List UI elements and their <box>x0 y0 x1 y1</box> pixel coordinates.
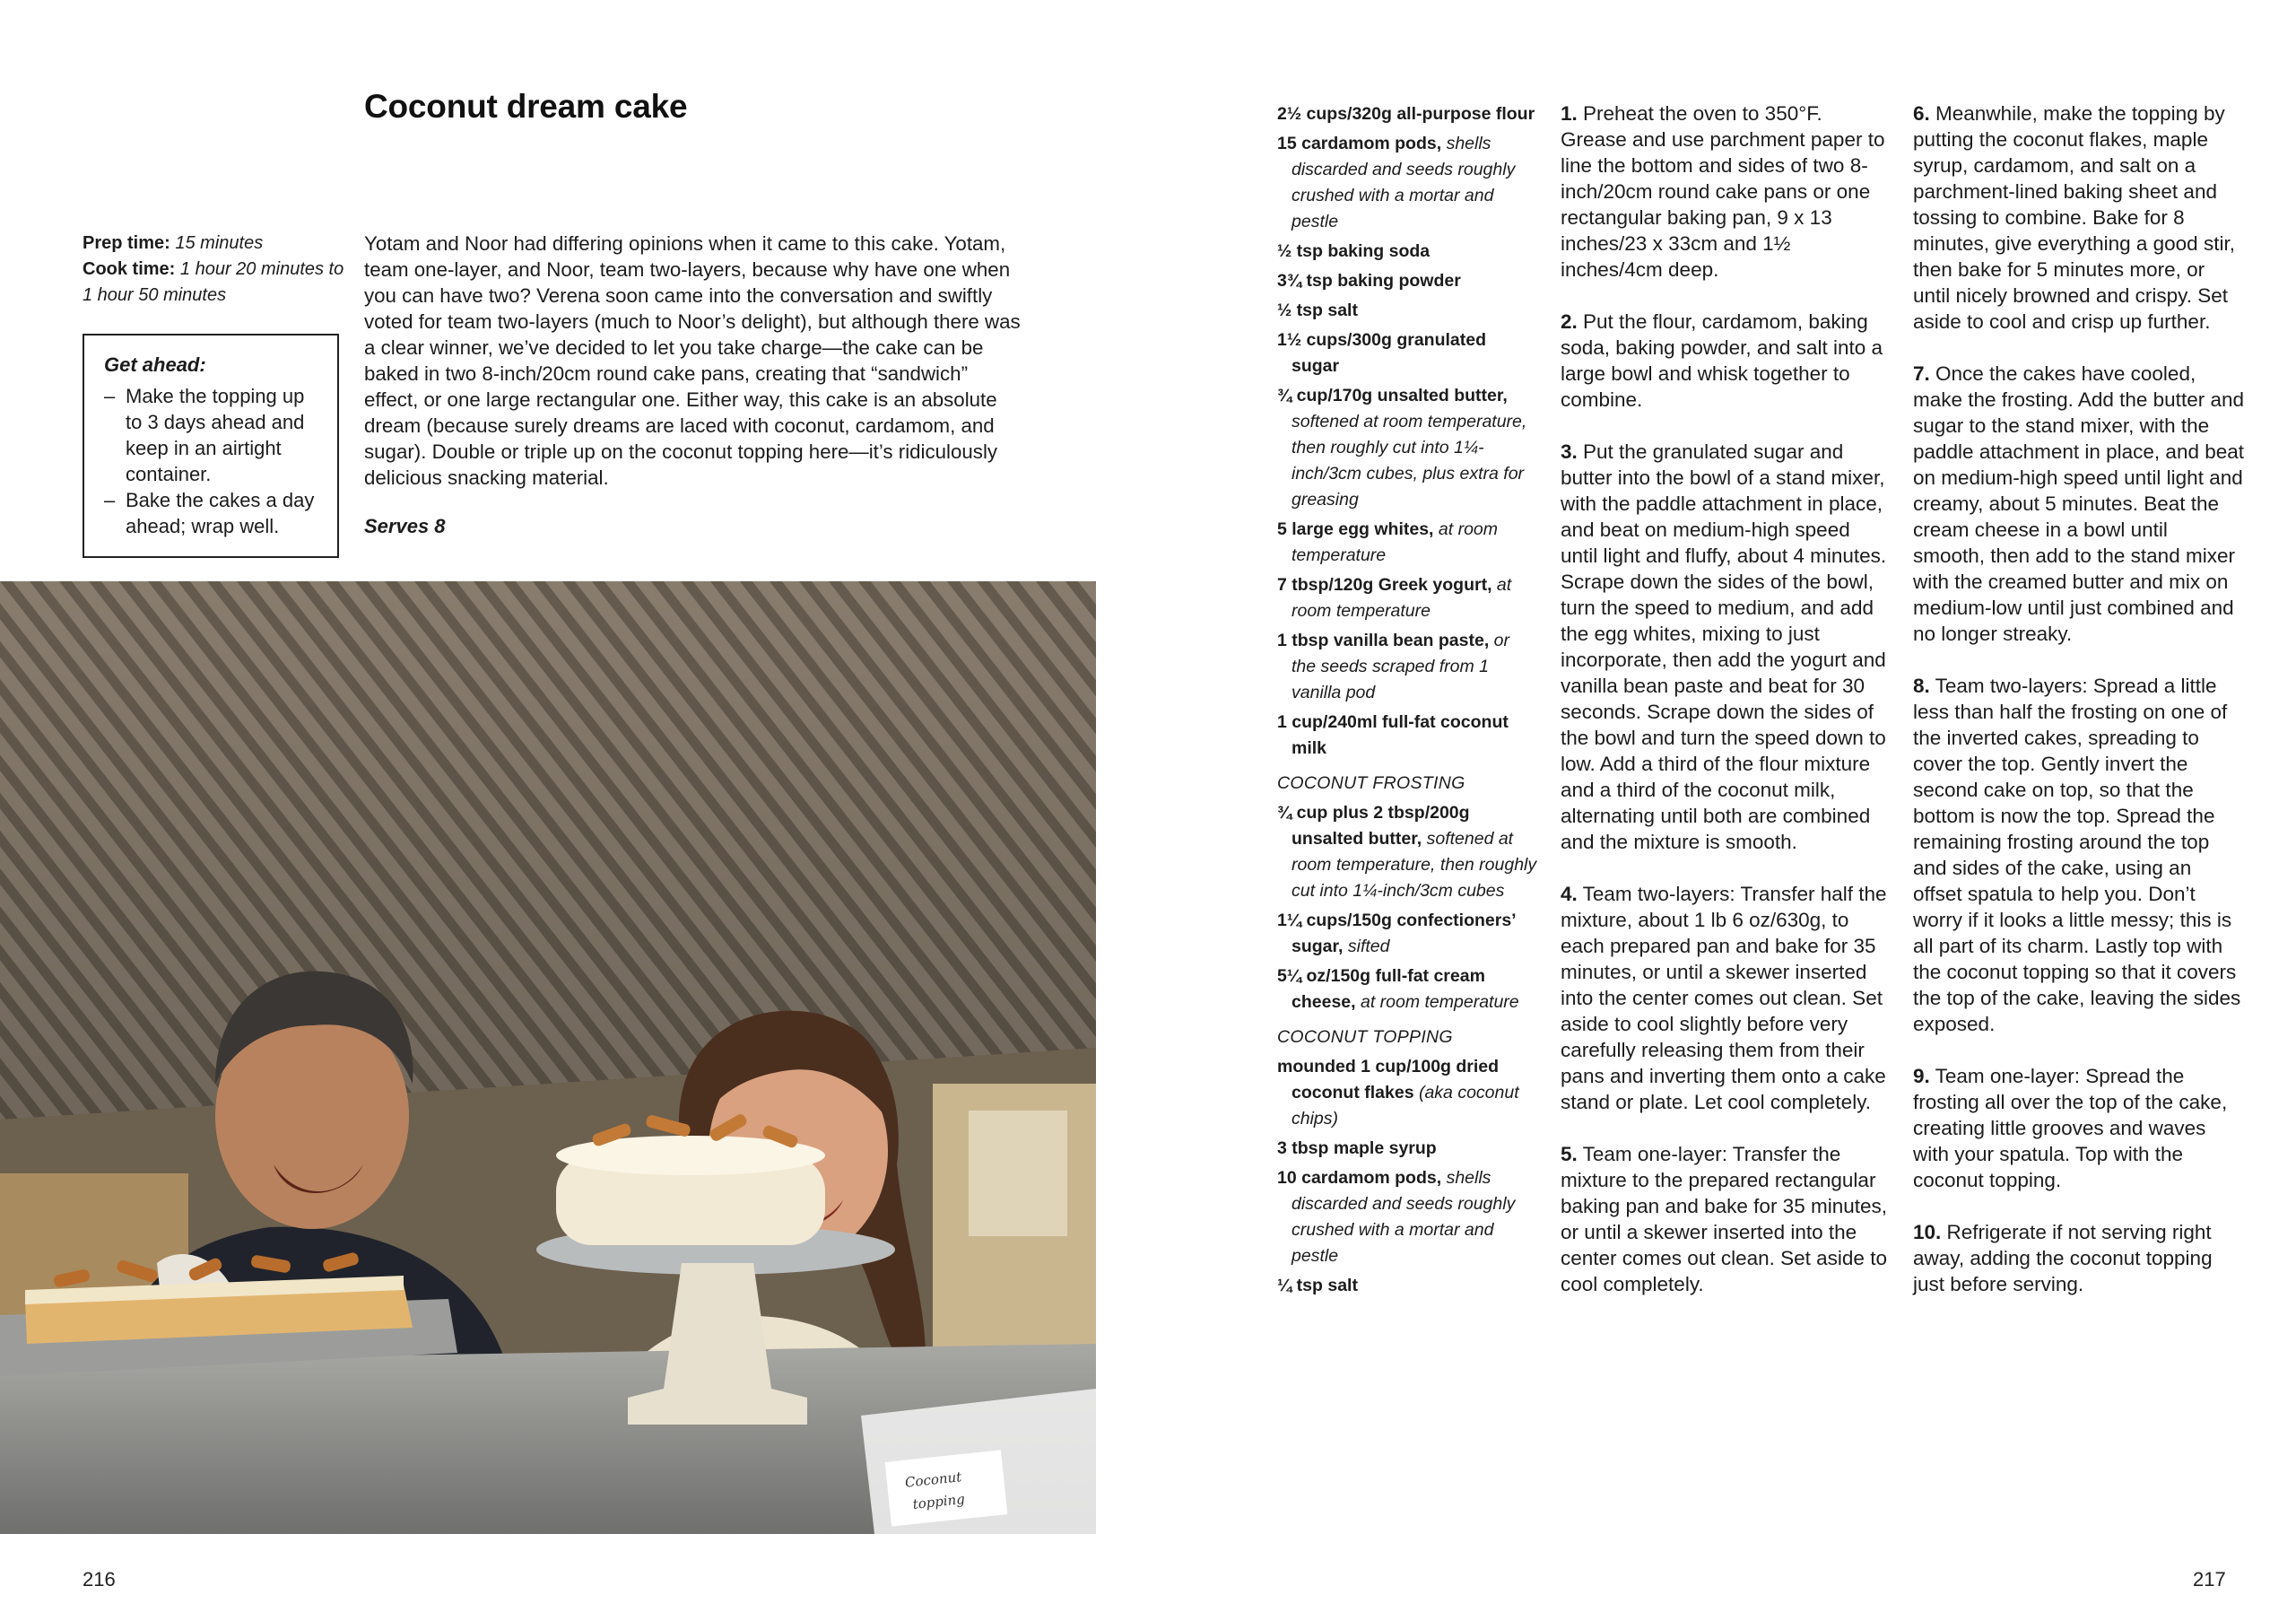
get-ahead-title: Get ahead: <box>104 353 206 376</box>
ingredient-item: ¾ cup/170g unsalted butter, softened at room temperature, then roughly cut into 1¼-inch/3cm cubes, plus extra for greasing <box>1277 386 1527 510</box>
ingredient-item: ¼ tsp salt <box>1277 1276 1358 1295</box>
method-step: 2. Put the flour, cardamom, baking soda, baking powder, and salt into a large bowl and whisk together to combine. <box>1561 310 1883 411</box>
frosting-heading: COCONUT FROSTING <box>1277 773 1465 793</box>
ingredient-item: 5¼ oz/150g full-fat cream cheese, at room temperature <box>1277 966 1519 1012</box>
method-step: 8. Team two-layers: Spread a little less than half the frosting on one of the inverted cakes, spreading to cover the top. Gently invert the second cake on top, so that the bottom is now the top. Spread the remaining frosting around the top and sides of the cake, using an offset spatula to help you. Don’t worry if it looks a little messy; this is all part of its charm. Lastly top with the coconut topping so that it covers the top of the cake, leaving the sides exposed. <box>1913 675 2241 1035</box>
get-ahead-box <box>83 334 339 558</box>
method-step: 1. Preheat the oven to 350°F. Grease and use parchment paper to line the bottom and sides of two 8-inch/20cm round cake pans or one rectangular baking pan, 9 x 13 inches/23 x 33cm and 1½ inches/4cm deep. <box>1561 102 1885 281</box>
ingredient-item: ½ tsp salt <box>1277 301 1358 320</box>
cook-time: Cook time: 1 hour 20 minutes to 1 hour 50 minutes <box>83 259 344 305</box>
page-number-right: 217 <box>2193 1568 2226 1590</box>
ingredient-item: 1½ cups/300g granulated sugar <box>1277 330 1487 376</box>
ingredient-item: ½ tsp baking soda <box>1277 241 1431 261</box>
method-step: 10. Refrigerate if not serving right away, adding the coconut topping just before serving. <box>1913 1221 2213 1295</box>
serves: Serves 8 <box>364 515 446 537</box>
ingredient-item: 5 large egg whites, at room temperature <box>1277 519 1499 565</box>
method-step: 9. Team one-layer: Spread the frosting all over the top of the cake, creating little grooves and waves with your spatula. Top with the coconut topping. <box>1913 1065 2228 1191</box>
ingredient-item: 1¼ cups/150g confectioners’ sugar, sifted <box>1277 911 1516 956</box>
topping-heading: COCONUT TOPPING <box>1277 1027 1453 1047</box>
ingredient-item: 10 cardamom pods, shells discarded and seeds roughly crushed with a mortar and pestle <box>1277 1168 1516 1266</box>
ingredient-item: ¾ cup plus 2 tbsp/200g unsalted butter, softened at room temperature, then roughly cut into 1¼-inch/3cm cubes <box>1277 803 1537 901</box>
photo-illustration <box>0 581 1096 1534</box>
ingredient-item: 3¾ tsp baking powder <box>1277 271 1461 291</box>
method-column-2 <box>1913 100 2245 1323</box>
method-column-1 <box>1561 100 1892 1323</box>
ingredient-item: 2½ cups/320g all-purpose flour <box>1277 104 1535 124</box>
page-number-left: 216 <box>83 1568 116 1590</box>
ingredient-item: 15 cardamom pods, shells discarded and seeds roughly crushed with a mortar and pestle <box>1277 134 1516 231</box>
ingredient-item: 7 tbsp/120g Greek yogurt, at room temperature <box>1277 575 1512 621</box>
container-label-line1: Coconut <box>904 1468 962 1491</box>
container-label-line2: topping <box>911 1490 966 1512</box>
ingredient-item: 3 tbsp maple syrup <box>1277 1138 1437 1158</box>
timing-info <box>83 231 352 309</box>
get-ahead-item: – Make the topping up to 3 days ahead and keep in an airtight container. <box>104 383 317 487</box>
prep-time: Prep time: 15 minutes <box>83 233 264 253</box>
get-ahead-item: – Bake the cakes a day ahead; wrap well. <box>104 487 317 539</box>
ingredient-item: mounded 1 cup/100g dried coconut flakes (aka coconut chips) <box>1277 1057 1519 1129</box>
ingredient-item: 1 cup/240ml full-fat coconut milk <box>1277 712 1509 758</box>
method-step: 5. Team one-layer: Transfer the mixture to the prepared rectangular baking pan and bake for 35 minutes, or until a skewer inserted into the center comes out clean. Set aside to cool completely. <box>1561 1143 1887 1295</box>
recipe-title: Coconut dream cake <box>364 88 688 125</box>
ingredient-item: 1 tbsp vanilla bean paste, or the seeds scraped from 1 vanilla pod <box>1277 631 1510 702</box>
method-step: 6. Meanwhile, make the topping by putting the coconut flakes, maple syrup, cardamom, and salt on a parchment-lined baking sheet and tossing to combine. Bake for 8 minutes, give everything a good stir, then bake for 5 minutes more, or until nicely browned and crispy. Set aside to cool and crisp up further. <box>1913 102 2235 333</box>
ingredients-list <box>1277 101 1537 1303</box>
recipe-intro: Yotam and Noor had differing opinions when it came to this cake. Yotam, team one-layer, and Noor, team two-layers, because why have one when you can have two? Verena soon came into the conversation and swiftly voted for team two-layers (much to Noor’s delight), but although there was a clear winner, we’ve decided to let you take charge—the cake can be baked in two 8-inch/20cm round cake pans, creating that “sandwich” effect, or one large rectangular one. Either way, this cake is an absolute dream (because surely dreams are laced with coconut, cardamom, and sugar). Double or triple up on the coconut topping here—it’s ridiculously delicious snacking material. <box>364 232 1021 489</box>
method-step: 3. Put the granulated sugar and butter into the bowl of a stand mixer, with the paddle attachment in place, and beat on medium-high speed until light and fluffy, about 4 minutes. Scrape down the sides of the bowl, turn the speed to medium, and add the egg whites, mixing to just incorporate, then add the yogurt and vanilla bean paste and beat for 30 seconds. Scrape down the sides of the bowl and turn the speed down to low. Add a third of the flour mixture and a third of the coconut milk, alternating until both are combined and the mixture is smooth. <box>1561 440 1887 853</box>
recipe-photo <box>0 581 1096 1534</box>
method-step: 4. Team two-layers: Transfer half the mixture, about 1 lb 6 oz/630g, to each prepared pan and bake for 35 minutes, or until a skewer inserted into the center comes out clean. Set aside to cool slightly before very carefully releasing them from their pans and inverting them onto a cake stand or plate. Let cool completely. <box>1561 883 1887 1113</box>
method-step: 7. Once the cakes have cooled, make the frosting. Add the butter and sugar to the stand mixer, with the paddle attachment in place, and beat on medium-high speed until light and creamy, about 5 minutes. Beat the cream cheese in a bowl until smooth, then add to the stand mixer with the creamed butter and mix on medium-low until just combined and no longer streaky. <box>1913 362 2245 645</box>
